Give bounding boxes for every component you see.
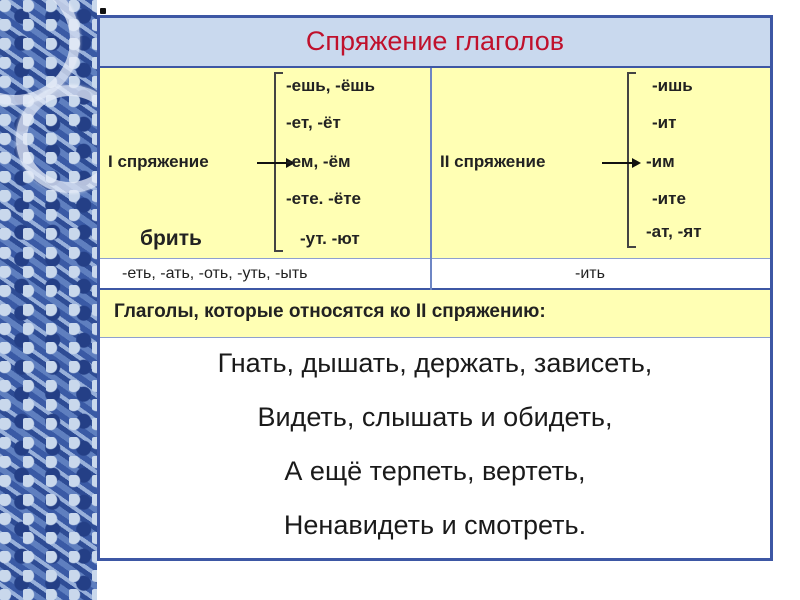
title-row: [100, 18, 770, 68]
first-infinitive-endings: -еть, -ать, -оть, -уть, -ыть: [122, 265, 308, 282]
bullet-dot: [100, 8, 106, 14]
poem-block: [100, 338, 770, 558]
second-ending: -ите: [652, 189, 686, 208]
first-ending: -ет, -ёт: [286, 113, 341, 132]
poem-line: Гнать, дышать, держать, зависеть,: [217, 348, 653, 378]
poem-line: Ненавидеть и смотреть.: [283, 510, 587, 540]
first-conjugation-label: I спряжение: [108, 152, 209, 171]
poem-line: А ещё терпеть, вертеть,: [284, 456, 586, 486]
example-verb: брить: [140, 227, 202, 250]
table-title: Спряжение глаголов: [305, 26, 565, 56]
poem-line: Видеть, слышать и обидеть,: [257, 402, 613, 432]
conjugation-table: [97, 15, 773, 561]
first-ending: -ем, -ём: [286, 152, 351, 171]
first-ending: -ут. -ют: [300, 229, 360, 248]
second-arrow-icon: [602, 162, 638, 164]
decorative-side-strip: [0, 0, 97, 600]
first-ending: -ешь, -ёшь: [286, 76, 375, 95]
first-ending: -ете. -ёте: [286, 189, 362, 208]
second-ending: -им: [646, 152, 675, 171]
second-infinitive-endings: -ить: [575, 265, 605, 282]
exceptions-heading: Глаголы, которые относятся ко II спряжению:: [114, 301, 546, 322]
second-ending: -ит: [652, 113, 677, 132]
second-conjugation-label: II спряжение: [440, 152, 546, 171]
conjugation-row: [100, 68, 770, 258]
second-ending: -ат, -ят: [646, 222, 702, 241]
column-divider: [430, 68, 432, 290]
exceptions-heading-row: [100, 290, 770, 338]
infinitive-endings-row: [100, 258, 770, 290]
second-ending: -ишь: [652, 76, 693, 95]
